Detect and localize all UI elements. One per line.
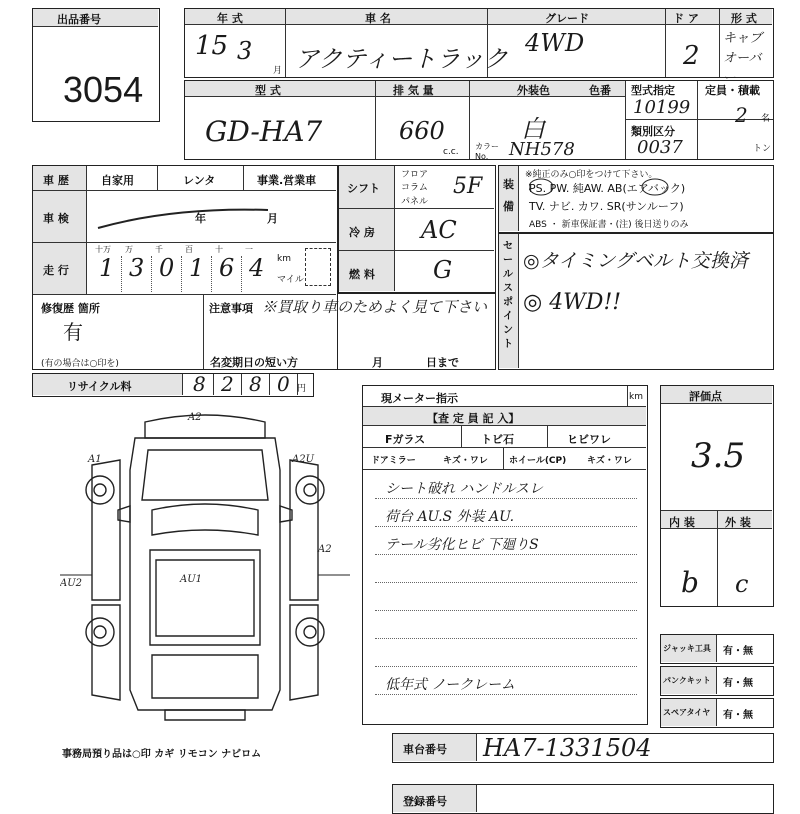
mileage-digit-label: 一 — [245, 245, 253, 254]
mileage-digit-label: 万 — [125, 245, 133, 254]
tool-value[interactable]: 有・無 — [723, 678, 753, 689]
crack-label: ヒビワレ — [567, 433, 611, 446]
color-no-label: カラーNo. — [475, 142, 499, 161]
tool-label: ジャッキ工具 — [663, 644, 711, 653]
year-label: 年 式 — [217, 12, 243, 25]
sales-box — [498, 233, 774, 370]
sales-line-1: ◎タイミングベルト交換済 — [523, 250, 748, 272]
wheel-label: ホイール(CP) — [509, 456, 567, 466]
ac-label: 冷 房 — [349, 226, 375, 239]
history-box — [32, 165, 338, 370]
cc-unit: c.c. — [443, 147, 459, 157]
inspector-note: 低年式 ノークレーム — [385, 677, 516, 693]
mileage-label: 走 行 — [43, 264, 69, 277]
equipment-box — [498, 165, 774, 233]
meter-km: km — [629, 392, 643, 402]
meter-label: 現メーター指示 — [381, 392, 458, 405]
shift-label: シフト — [347, 182, 380, 195]
tool-row — [660, 666, 774, 696]
mileage-digit-label: 十 — [215, 245, 223, 254]
rename-month: 月 — [372, 356, 383, 369]
recycle-digit: 2 — [221, 372, 234, 396]
interior-value: b — [681, 566, 699, 599]
mark-front: A2 — [188, 412, 202, 423]
inspection-year-unit: 年 — [195, 212, 206, 225]
f-glass-label: Fガラス — [385, 433, 426, 446]
recycle-digit: 8 — [249, 372, 262, 396]
exterior-value: c — [735, 570, 749, 598]
type-designation-value: 10199 — [633, 97, 691, 118]
displacement-value: 660 — [399, 117, 445, 145]
registration-label: 登録番号 — [403, 795, 447, 808]
shift-floor[interactable]: フロア — [401, 170, 429, 180]
km-unit: km — [277, 254, 291, 264]
door-label: ド ア — [673, 12, 699, 25]
body-type-value: キャブオーバー — [723, 31, 763, 86]
sales-line-2: ◎ 4WD!! — [523, 290, 622, 315]
tool-value[interactable]: 有・無 — [723, 646, 753, 657]
mark-center: AU1 — [180, 574, 203, 585]
rating-label: 評価点 — [689, 390, 722, 403]
repair-value: 有 — [63, 320, 83, 344]
capacity-label: 定員・積載 — [705, 84, 760, 97]
rename-day: 日まで — [426, 356, 459, 369]
mileage-digit: 4 — [249, 254, 265, 282]
equipment-circles-icon — [529, 178, 679, 198]
equipment-row-2[interactable]: TV. ナビ. カワ. SR(サンルーフ) — [529, 200, 684, 213]
mileage-digit-label: 百 — [185, 245, 193, 254]
rating-score: 3.5 — [691, 436, 746, 476]
inspection-strike-icon — [93, 202, 273, 232]
mile-box[interactable] — [305, 248, 331, 286]
category-label: 類別区分 — [631, 125, 675, 138]
equipment-note: ※純正のみ○印をつけて下さい。 — [525, 170, 658, 180]
rename-label: 名変期日の短い方 — [210, 356, 298, 369]
registration-box — [392, 784, 774, 814]
body-label: 形 式 — [731, 12, 757, 25]
ac-value: AC — [421, 216, 457, 244]
history-option-business[interactable]: 事業.営業車 — [257, 174, 317, 187]
tool-row — [660, 634, 774, 664]
mark-right-front: A2U — [292, 454, 315, 465]
mark-left-side: AU2 — [60, 578, 83, 589]
shift-value: 5F — [453, 174, 483, 199]
header-box — [184, 8, 774, 86]
deposit-note: 事務局預り品は○印 カギ リモコン ナビロム — [62, 749, 262, 760]
mark-right-side: A2 — [318, 544, 332, 555]
grade-label: グレード — [545, 12, 589, 25]
type-designation-label: 型式指定 — [631, 84, 675, 97]
history-label: 車 歴 — [43, 174, 69, 187]
shift-column[interactable]: コラム — [401, 183, 428, 193]
tool-label: パンクキット — [663, 676, 711, 685]
model-value: GD-HA7 — [205, 115, 323, 148]
month-unit: 月 — [273, 66, 283, 76]
recycle-digit: 0 — [277, 372, 290, 396]
inspector-box — [362, 385, 648, 725]
model-label: 型 式 — [255, 84, 281, 97]
shift-panel[interactable]: パネル — [401, 197, 429, 207]
chassis-box — [392, 733, 774, 763]
mileage-digit: 0 — [159, 254, 175, 282]
equipment-row-1[interactable]: PS. PW. 純AW. AB(エアバック) — [529, 182, 686, 195]
exterior-label: 外 装 — [725, 516, 751, 529]
inspector-title: 【査 定 員 記 入】 — [427, 412, 520, 425]
recycle-digit: 8 — [193, 372, 206, 396]
mileage-digit: 3 — [129, 254, 145, 282]
ton-unit: トン — [753, 144, 772, 154]
displacement-label: 排 気 量 — [393, 84, 434, 97]
inspector-note: 荷台 AU.S 外装 AU. — [385, 509, 515, 525]
capacity-unit: 名 — [761, 114, 771, 124]
color-number-label: 色番 — [589, 84, 611, 97]
mileage-digit: 1 — [99, 254, 115, 282]
grade-value: 4WD — [525, 29, 585, 57]
tool-value[interactable]: 有・無 — [723, 710, 753, 721]
mark-left-front: A1 — [88, 454, 102, 465]
recycle-label: リサイクル料 — [67, 380, 132, 393]
year-value: 15 — [195, 31, 229, 61]
inspection-label: 車 検 — [43, 212, 69, 225]
inspection-month-unit: 月 — [267, 212, 278, 225]
mileage-digit-label: 十万 — [95, 245, 111, 254]
color-value: 白 — [521, 115, 545, 143]
mid-box — [338, 165, 496, 293]
yen-unit: 円 — [297, 384, 307, 394]
notes-value: ※買取り車のためよく見て下さい — [262, 298, 488, 316]
color-label: 外装色 — [517, 84, 550, 97]
car-name-value: アクティートラック — [295, 45, 508, 73]
repair-note: (有の場合は○印を) — [41, 359, 119, 369]
doors-value: 2 — [683, 41, 700, 71]
lot-box — [32, 8, 160, 122]
mirror-damage-label: キズ・ワレ — [443, 456, 488, 466]
mileage-digit: 1 — [189, 254, 205, 282]
month-value: 3 — [237, 37, 253, 65]
history-option-rental[interactable]: レンタ — [183, 174, 216, 187]
chassis-label: 車台番号 — [403, 743, 447, 756]
mileage-digit: 6 — [219, 254, 235, 282]
tool-row — [660, 698, 774, 728]
chassis-value: HA7-1331504 — [483, 734, 652, 762]
inspector-note: テール劣化ヒビ 下廻りS — [385, 537, 539, 553]
notes-label: 注意事項 — [209, 302, 253, 315]
fuel-value: G — [433, 256, 453, 284]
lot-label: 出品番号 — [57, 13, 101, 26]
lot-number: 3054 — [63, 69, 144, 110]
repair-label: 修復歴 箇所 — [41, 302, 100, 315]
wheel-damage-label: キズ・ワレ — [587, 456, 632, 466]
equipment-row-3[interactable]: ABS ・ 新車保証書・(注) 後日送りのみ — [529, 220, 689, 230]
category-value: 0037 — [637, 137, 683, 158]
equipment-label: 装備 — [503, 178, 514, 213]
spec-box — [184, 80, 774, 160]
interior-label: 内 装 — [669, 516, 695, 529]
fuel-label: 燃 料 — [349, 268, 375, 281]
color-no-value: NH578 — [509, 139, 575, 160]
chip-label: トビ石 — [481, 433, 514, 446]
inspector-note: シート破れ ハンドルスレ — [385, 481, 544, 497]
car-name-label: 車 名 — [365, 12, 391, 25]
car-diagram — [60, 410, 350, 730]
history-option-private[interactable]: 自家用 — [101, 174, 134, 187]
capacity-value: 2 — [735, 103, 748, 127]
rating-box — [660, 385, 774, 607]
mirror-label: ドアミラー — [371, 456, 416, 466]
mileage-digit-label: 千 — [155, 245, 163, 254]
sales-label: セールスポイント — [503, 241, 513, 350]
recycle-box — [32, 373, 314, 397]
mile-unit: マイル — [277, 275, 304, 285]
tool-label: スペアタイヤ — [663, 708, 711, 717]
